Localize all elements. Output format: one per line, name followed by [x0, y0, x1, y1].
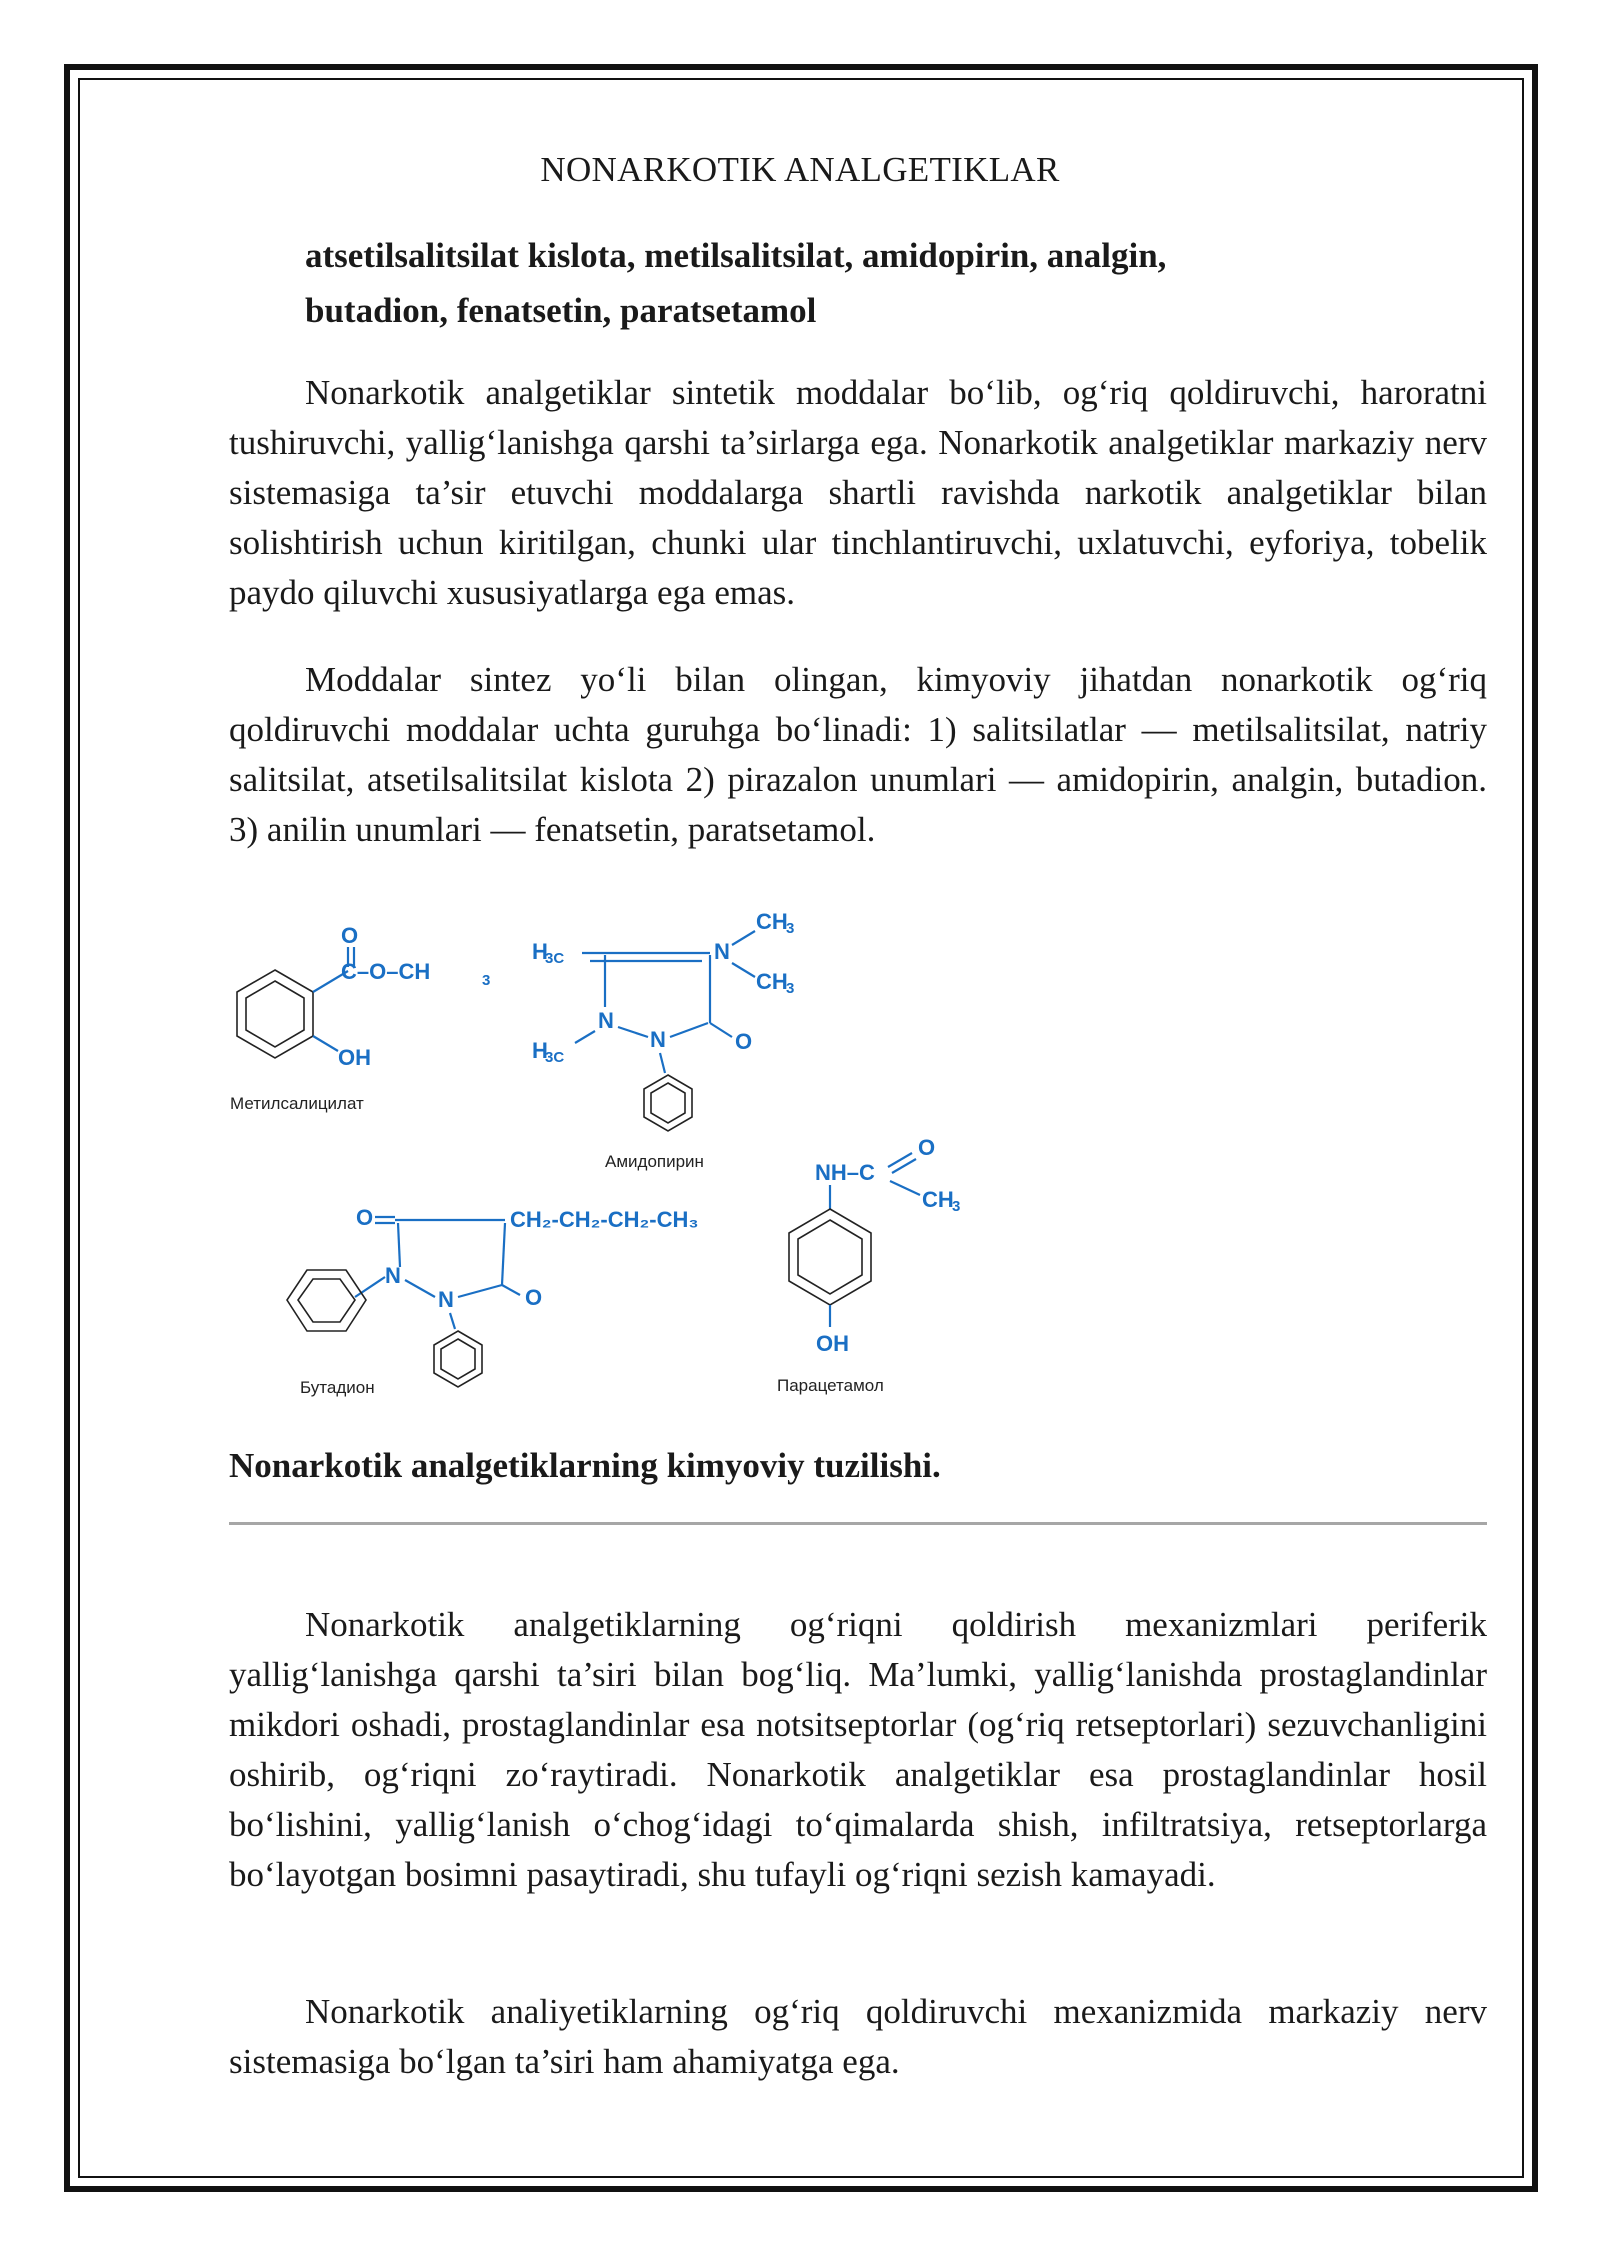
- bond: [732, 931, 755, 945]
- paragraph-intro-text: Nonarkotik analgetiklar sintetik moddalar bo‘lib, og‘riq qoldiruvchi, haroratni tushiruvchi, yallig‘lanishga qarshi ta’sirlarga ega. Nonarkotik analgetiklar markaziy nerv sistemasiga ta’sir etuvchi moddalarga shartli ravishda narkotik analgetiklar bilan solishtirish uchun kiritilgan, chunki ular tinchlantiruvchi, uxlatuvchi, eyforiya, tobelik paydo qiluvchi xususiyatlarga ega emas.: [229, 373, 1487, 612]
- bond: [660, 1053, 665, 1073]
- paragraph-intro: [229, 368, 1487, 618]
- nitrogen-atom: N: [650, 1027, 666, 1052]
- label-butadione: Бутадион: [300, 1378, 375, 1397]
- butadione-structure: [287, 1205, 699, 1397]
- bond: [405, 1280, 435, 1297]
- methyl-group: CH: [756, 969, 788, 994]
- double-bond: [710, 1023, 732, 1037]
- paragraph-cns-text: Nonarkotik analiyetiklarning og‘riq qoldiruvchi mexanizmida markaziy nerv sistemasiga bo‘lgan ta’siri ham ahamiyatga ega.: [229, 1992, 1487, 2081]
- double-bond: [892, 1159, 916, 1173]
- subscript: 3: [952, 1198, 961, 1215]
- phenyl-inner-ring: [651, 1083, 685, 1123]
- horizontal-divider: [229, 1522, 1487, 1525]
- acetamide-group: NH–C: [815, 1160, 875, 1185]
- document-title: NONARKOTIK ANALGETIKLAR: [540, 150, 1060, 189]
- paragraph-mechanism-text: Nonarkotik analgetiklarning og‘riqni qoldirish mexanizmlari periferik yallig‘lanishga qarshi ta’siri bilan bog‘liq. Ma’lumki, yallig‘lanishda prostaglandinlar mikdori oshadi, prostaglandinlar esa notsitseptorlar (og‘riq retseptorlari) sezuvchanligini oshirib, og‘riqni zo‘raytiradi. Nonarkotik analgetiklar esa prostaglandinlar hosil bo‘lishini, yallig‘lanish o‘chog‘idagi to‘qimalarda shish, infiltratsiya, retseptorlarga bo‘layotgan bosimni pasaytiradi, shu tufayli og‘riqni sezish kamayadi.: [229, 1605, 1487, 1894]
- document-subtitle: [305, 228, 1305, 338]
- oxygen-atom: O: [918, 1135, 936, 1160]
- benzene-inner-ring: [246, 981, 304, 1047]
- phenyl-inner-ring: [441, 1339, 475, 1379]
- methyl-group: CH: [922, 1187, 954, 1212]
- oxygen-atom: O: [735, 1029, 753, 1054]
- bond: [313, 1036, 338, 1051]
- bond: [502, 1223, 505, 1285]
- methylsalicylate-structure: [230, 923, 490, 1113]
- methyl-group: H: [532, 1038, 548, 1063]
- ester-group: C–O–CH: [341, 959, 431, 984]
- bond: [890, 1181, 920, 1195]
- subtitle-line-2: butadion, fenatsetin, paratsetamol: [305, 291, 817, 330]
- paragraph-mechanism: [229, 1600, 1487, 1900]
- paracetamol-structure: [777, 1135, 960, 1395]
- methyl-group: H: [532, 939, 548, 964]
- label-methylsalicylate: Метилсалицилат: [230, 1094, 364, 1113]
- subscript: 3: [786, 920, 795, 937]
- hydroxyl-group: OH: [338, 1045, 371, 1070]
- subscript: 3C: [545, 950, 565, 967]
- amidopyrine-structure: [532, 909, 794, 1171]
- double-bond: [888, 1153, 912, 1167]
- nitrogen-atom: N: [438, 1287, 454, 1312]
- bond: [398, 1223, 400, 1267]
- nitrogen-atom: N: [714, 939, 730, 964]
- oxygen-atom: O: [356, 1205, 374, 1230]
- label-paracetamol: Парацетамол: [777, 1376, 884, 1395]
- subtitle-line-1: atsetilsalitsilat kislota, metilsalitsilat, amidopirin, analgin,: [305, 236, 1167, 275]
- bond: [458, 1285, 502, 1297]
- label-amidopyrine: Амидопирин: [605, 1152, 704, 1171]
- subscript: 3: [786, 980, 795, 997]
- paragraph-cns: [229, 1987, 1487, 2087]
- nitrogen-atom: N: [385, 1263, 401, 1288]
- paragraph-classification-text: Moddalar sintez yo‘li bilan olingan, kimyoviy jihatdan nonarkotik og‘riq qoldiruvchi moddalar uchta guruhga bo‘linadi: 1) salitsilatlar — metilsalitsilat, natriy salitsilat, atsetilsalitsilat kislota 2) pirazalon unumlari — amidopirin, analgin, butadion. 3) anilin unumlari — fenatsetin, paratsetamol.: [229, 660, 1487, 849]
- methyl-group: CH: [756, 909, 788, 934]
- subscript: 3: [482, 972, 491, 989]
- paragraph-classification: [229, 655, 1487, 855]
- subscript: 3C: [545, 1049, 565, 1066]
- chemical-structures-figure: [220, 895, 1000, 1415]
- oxygen-atom: O: [341, 923, 359, 948]
- structures-svg: [220, 895, 1000, 1415]
- benzene-inner-ring: [798, 1220, 862, 1294]
- butyl-chain: CH₂-CH₂-CH₂-CH₃: [510, 1207, 699, 1232]
- benzene-ring: [237, 970, 313, 1058]
- bond: [732, 963, 755, 977]
- bond: [618, 1027, 648, 1037]
- bond: [355, 1277, 385, 1297]
- phenyl-inner-ring: [298, 1279, 355, 1322]
- nitrogen-atom: N: [598, 1008, 614, 1033]
- figure-caption: Nonarkotik analgetiklarning kimyoviy tuzilishi.: [229, 1446, 941, 1485]
- bond: [670, 1023, 708, 1037]
- oxygen-atom: O: [525, 1285, 543, 1310]
- bond: [450, 1313, 455, 1329]
- benzene-ring: [789, 1209, 871, 1305]
- bond: [575, 1031, 595, 1043]
- hydroxyl-group: OH: [816, 1331, 849, 1356]
- double-bond: [502, 1285, 520, 1295]
